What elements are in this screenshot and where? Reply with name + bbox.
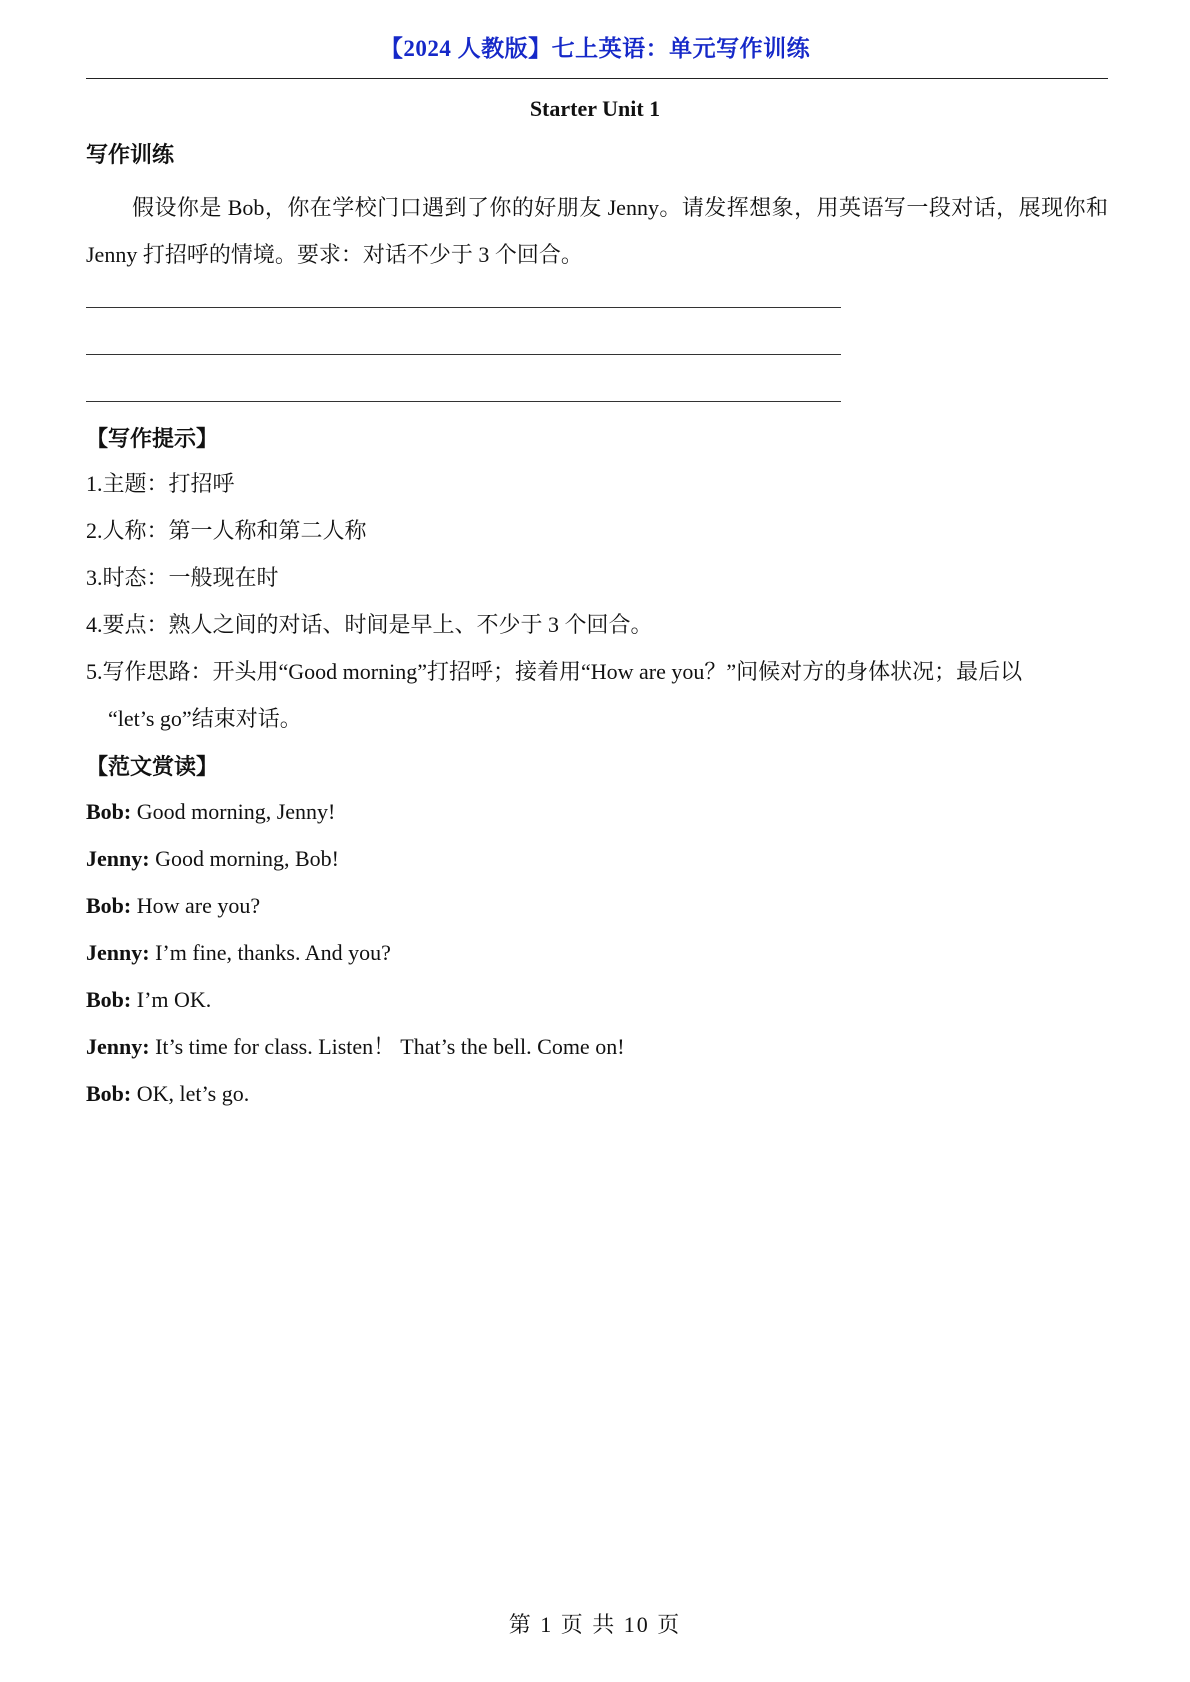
answer-line-3[interactable] xyxy=(86,401,841,402)
tip-item-approach xyxy=(86,648,1116,695)
dialogue-text: It’s time for class. Listen！ That’s the bell. Come on! xyxy=(149,1034,625,1059)
tip-item-approach-line1: 5.写作思路：开头用“Good morning”打招呼；接着用“How are you？”问候对方的身体状况；最后以 xyxy=(86,659,1023,684)
speaker-label: Bob: xyxy=(86,987,132,1012)
tip-item-tense: 3.时态：一般现在时 xyxy=(86,565,279,590)
writing-tips-heading: 【写作提示】 xyxy=(86,427,219,452)
tip-item-approach-line2: “let’s go”结束对话。 xyxy=(108,706,302,731)
speaker-label: Bob: xyxy=(86,893,132,918)
header-divider xyxy=(86,78,1108,79)
answer-line-1[interactable] xyxy=(86,307,841,308)
dialogue-line xyxy=(86,985,211,1015)
speaker-label: Jenny: xyxy=(86,1034,150,1059)
dialogue-text: I’m fine, thanks. And you? xyxy=(149,940,391,965)
tip-item-approach-continued xyxy=(86,695,1116,742)
answer-line-2[interactable] xyxy=(86,354,841,355)
writing-task-prompt: 假设你是 Bob，你在学校门口遇到了你的好朋友 Jenny。请发挥想象，用英语写一段对话，展现你和 Jenny 打招呼的情境。要求：对话不少于 3 个回合。 xyxy=(86,195,1108,267)
dialogue-text: I’m OK. xyxy=(131,987,212,1012)
speaker-label: Jenny: xyxy=(86,846,150,871)
dialogue-text: Good morning, Jenny! xyxy=(131,799,336,824)
unit-title: Starter Unit 1 xyxy=(529,96,661,121)
tip-item-key-points: 4.要点：熟人之间的对话、时间是早上、不少于 3 个回合。 xyxy=(86,612,653,637)
tip-item-topic: 1.主题：打招呼 xyxy=(86,471,235,496)
dialogue-text: Good morning, Bob! xyxy=(149,846,340,871)
dialogue-line xyxy=(86,1079,249,1109)
page-number-footer: 第 1 页 共 10 页 xyxy=(508,1612,682,1637)
speaker-label: Bob: xyxy=(86,1081,132,1106)
dialogue-line xyxy=(86,1032,625,1062)
tip-item-person: 2.人称：第一人称和第二人称 xyxy=(86,518,367,543)
speaker-label: Jenny: xyxy=(86,940,150,965)
document-header-title: 【2024 人教版】七上英语：单元写作训练 xyxy=(379,36,811,61)
dialogue-line xyxy=(86,938,391,968)
dialogue-line xyxy=(86,891,260,921)
dialogue-text: How are you? xyxy=(131,893,261,918)
dialogue-text: OK, let’s go. xyxy=(131,1081,250,1106)
speaker-label: Bob: xyxy=(86,799,132,824)
writing-task-heading: 写作训练 xyxy=(86,143,175,168)
model-essay-heading: 【范文赏读】 xyxy=(86,755,219,780)
dialogue-line xyxy=(86,844,339,874)
dialogue-line xyxy=(86,797,335,827)
